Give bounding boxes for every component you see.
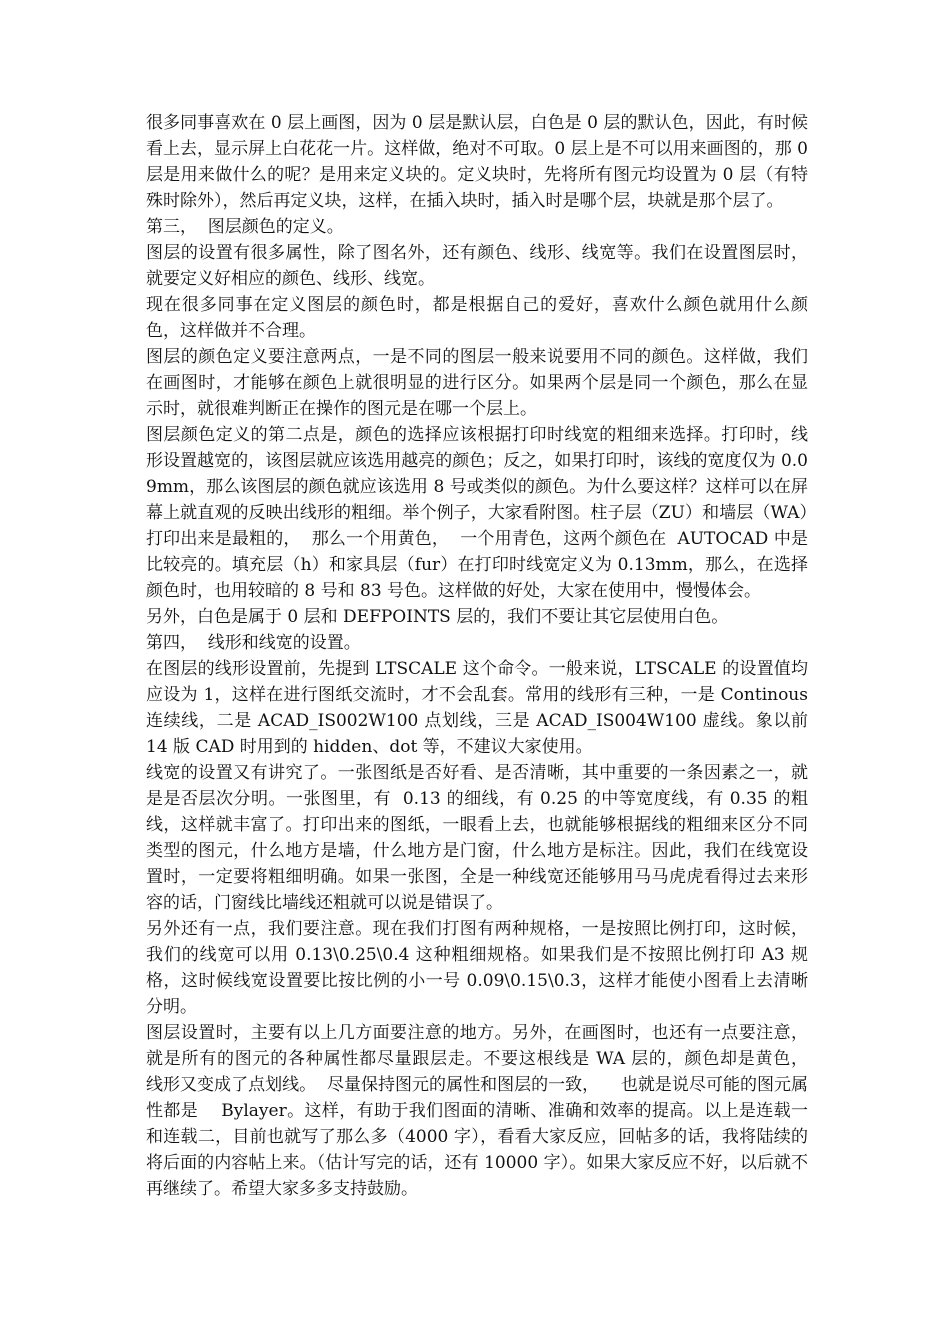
paragraph-color-rule-one: 图层的颜色定义要注意两点，一是不同的图层一般来说要用不同的颜色。这样做，我们在画图时，才能够在颜色上就很明显的进行区分。如果两个层是同一个颜色，那么在显示时，就很难判断正在操作的图元是在哪一个层上。 — [146, 347, 808, 419]
paragraph-intro-layer-zero: 很多同事喜欢在 0 层上画图，因为 0 层是默认层，白色是 0 层的默认色，因此，有时候看上去，显示屏上白花花一片。这样做，绝对不可取。0 层上是不可以用来画图的，那 0 层是用来做什么的呢？是用来定义块的。定义块时，先将所有图元均设置为 0 层（有特殊时除外），然后再定义块，这样，在插入块时，插入时是哪个层，块就是那个层了。 — [146, 113, 814, 211]
paragraph-print-scale: 另外还有一点，我们要注意。现在我们打图有两种规格，一是按照比例打印，这时候，我们的线宽可以用 0.13\0.25\0.4 这种粗细规格。如果我们是不按照比例打印 A3 规格，这时候线宽设置要比按比例的小一号 0.09\0.15\0.3，这样才能使小图看上去清晰分明。 — [146, 919, 808, 1017]
paragraph-lineweight: 线宽的设置又有讲究了。一张图纸是否好看、是否清晰，其中重要的一条因素之一，就是是否层次分明。一张图里，有 0.13 的细线，有 0.25 的中等宽度线，有 0.35 的粗线，这样就丰富了。打印出来的图纸，一眼看上去，也就能够根据线的粗细来区分不同类型的图元，什么地方是墙，什么地方是门窗，什么地方是标注。因此，我们在线宽设置时，一定要将粗细明确。如果一张图，全是一种线宽还能够用马马虎虎看得过去来形容的话，门窗线比墙线还粗就可以说是错误了。 — [146, 763, 808, 913]
section-heading-layer-color: 第三， 图层颜色的定义。 — [146, 217, 344, 237]
paragraph-color-preference: 现在很多同事在定义图层的颜色时，都是根据自己的爱好，喜欢什么颜色就用什么颜色，这样做并不合理。 — [146, 295, 808, 341]
paragraph-layer-properties: 图层的设置有很多属性，除了图名外，还有颜色、线形、线宽等。我们在设置图层时，就要定义好相应的颜色、线形、线宽。 — [146, 243, 808, 289]
paragraph-conclusion: 图层设置时，主要有以上几方面要注意的地方。另外，在画图时，也还有一点要注意，就是所有的图元的各种属性都尽量跟层走。不要这根线是 WA 层的，颜色却是黄色， 线形又变成了点划线。 尽量保持图元的属性和图层的一致， 也就是说尽可能的图元属性都是 Bylayer。这样，有助于我们图面的清晰、准确和效率的提高。以上是连载一和连载二，目前也就写了那么多（4000 字），看看大家反应，回帖多的话，我将陆续的将后面的内容帖上来。（估计写完的话，还有 10000 字）。如果大家反应不好，以后就不再继续了。希望大家多多支持鼓励。 — [146, 1023, 819, 1199]
document-body — [146, 110, 819, 1202]
section-heading-linetype-lineweight: 第四， 线形和线宽的设置。 — [146, 633, 361, 653]
paragraph-ltscale: 在图层的线形设置前，先提到 LTSCALE 这个命令。一般来说，LTSCALE 的设置值均应设为 1，这样在进行图纸交流时，才不会乱套。常用的线形有三种，一是 Continous 连续线，二是 ACAD_IS002W100 点划线，三是 ACAD_IS004W100 虚线。象以前 14 版 CAD 时用到的 hidden、dot 等，不建议大家使用。 — [146, 659, 814, 757]
paragraph-white-color: 另外，白色是属于 0 层和 DEFPOINTS 层的，我们不要让其它层使用白色。 — [146, 607, 729, 627]
paragraph-color-rule-two: 图层颜色定义的第二点是，颜色的选择应该根据打印时线宽的粗细来选择。打印时，线形设置越宽的，该图层就应该选用越亮的颜色；反之，如果打印时，该线的宽度仅为 0.09mm，那么该图层的颜色就应该选用 8 号或类似的颜色。为什么要这样？这样可以在屏幕上就直观的反映出线形的粗细。举个例子，大家看附图。柱子层（ZU）和墙层（WA）打印出来是最粗的， 那么一个用黄色， 一个用青色，这两个颜色在 AUTOCAD 中是比较亮的。填充层（h）和家具层（fur）在打印时线宽定义为 0.13mm，那么，在选择颜色时，也用较暗的 8 号和 83 号色。这样做的好处，大家在使用中，慢慢体会。 — [146, 425, 808, 601]
